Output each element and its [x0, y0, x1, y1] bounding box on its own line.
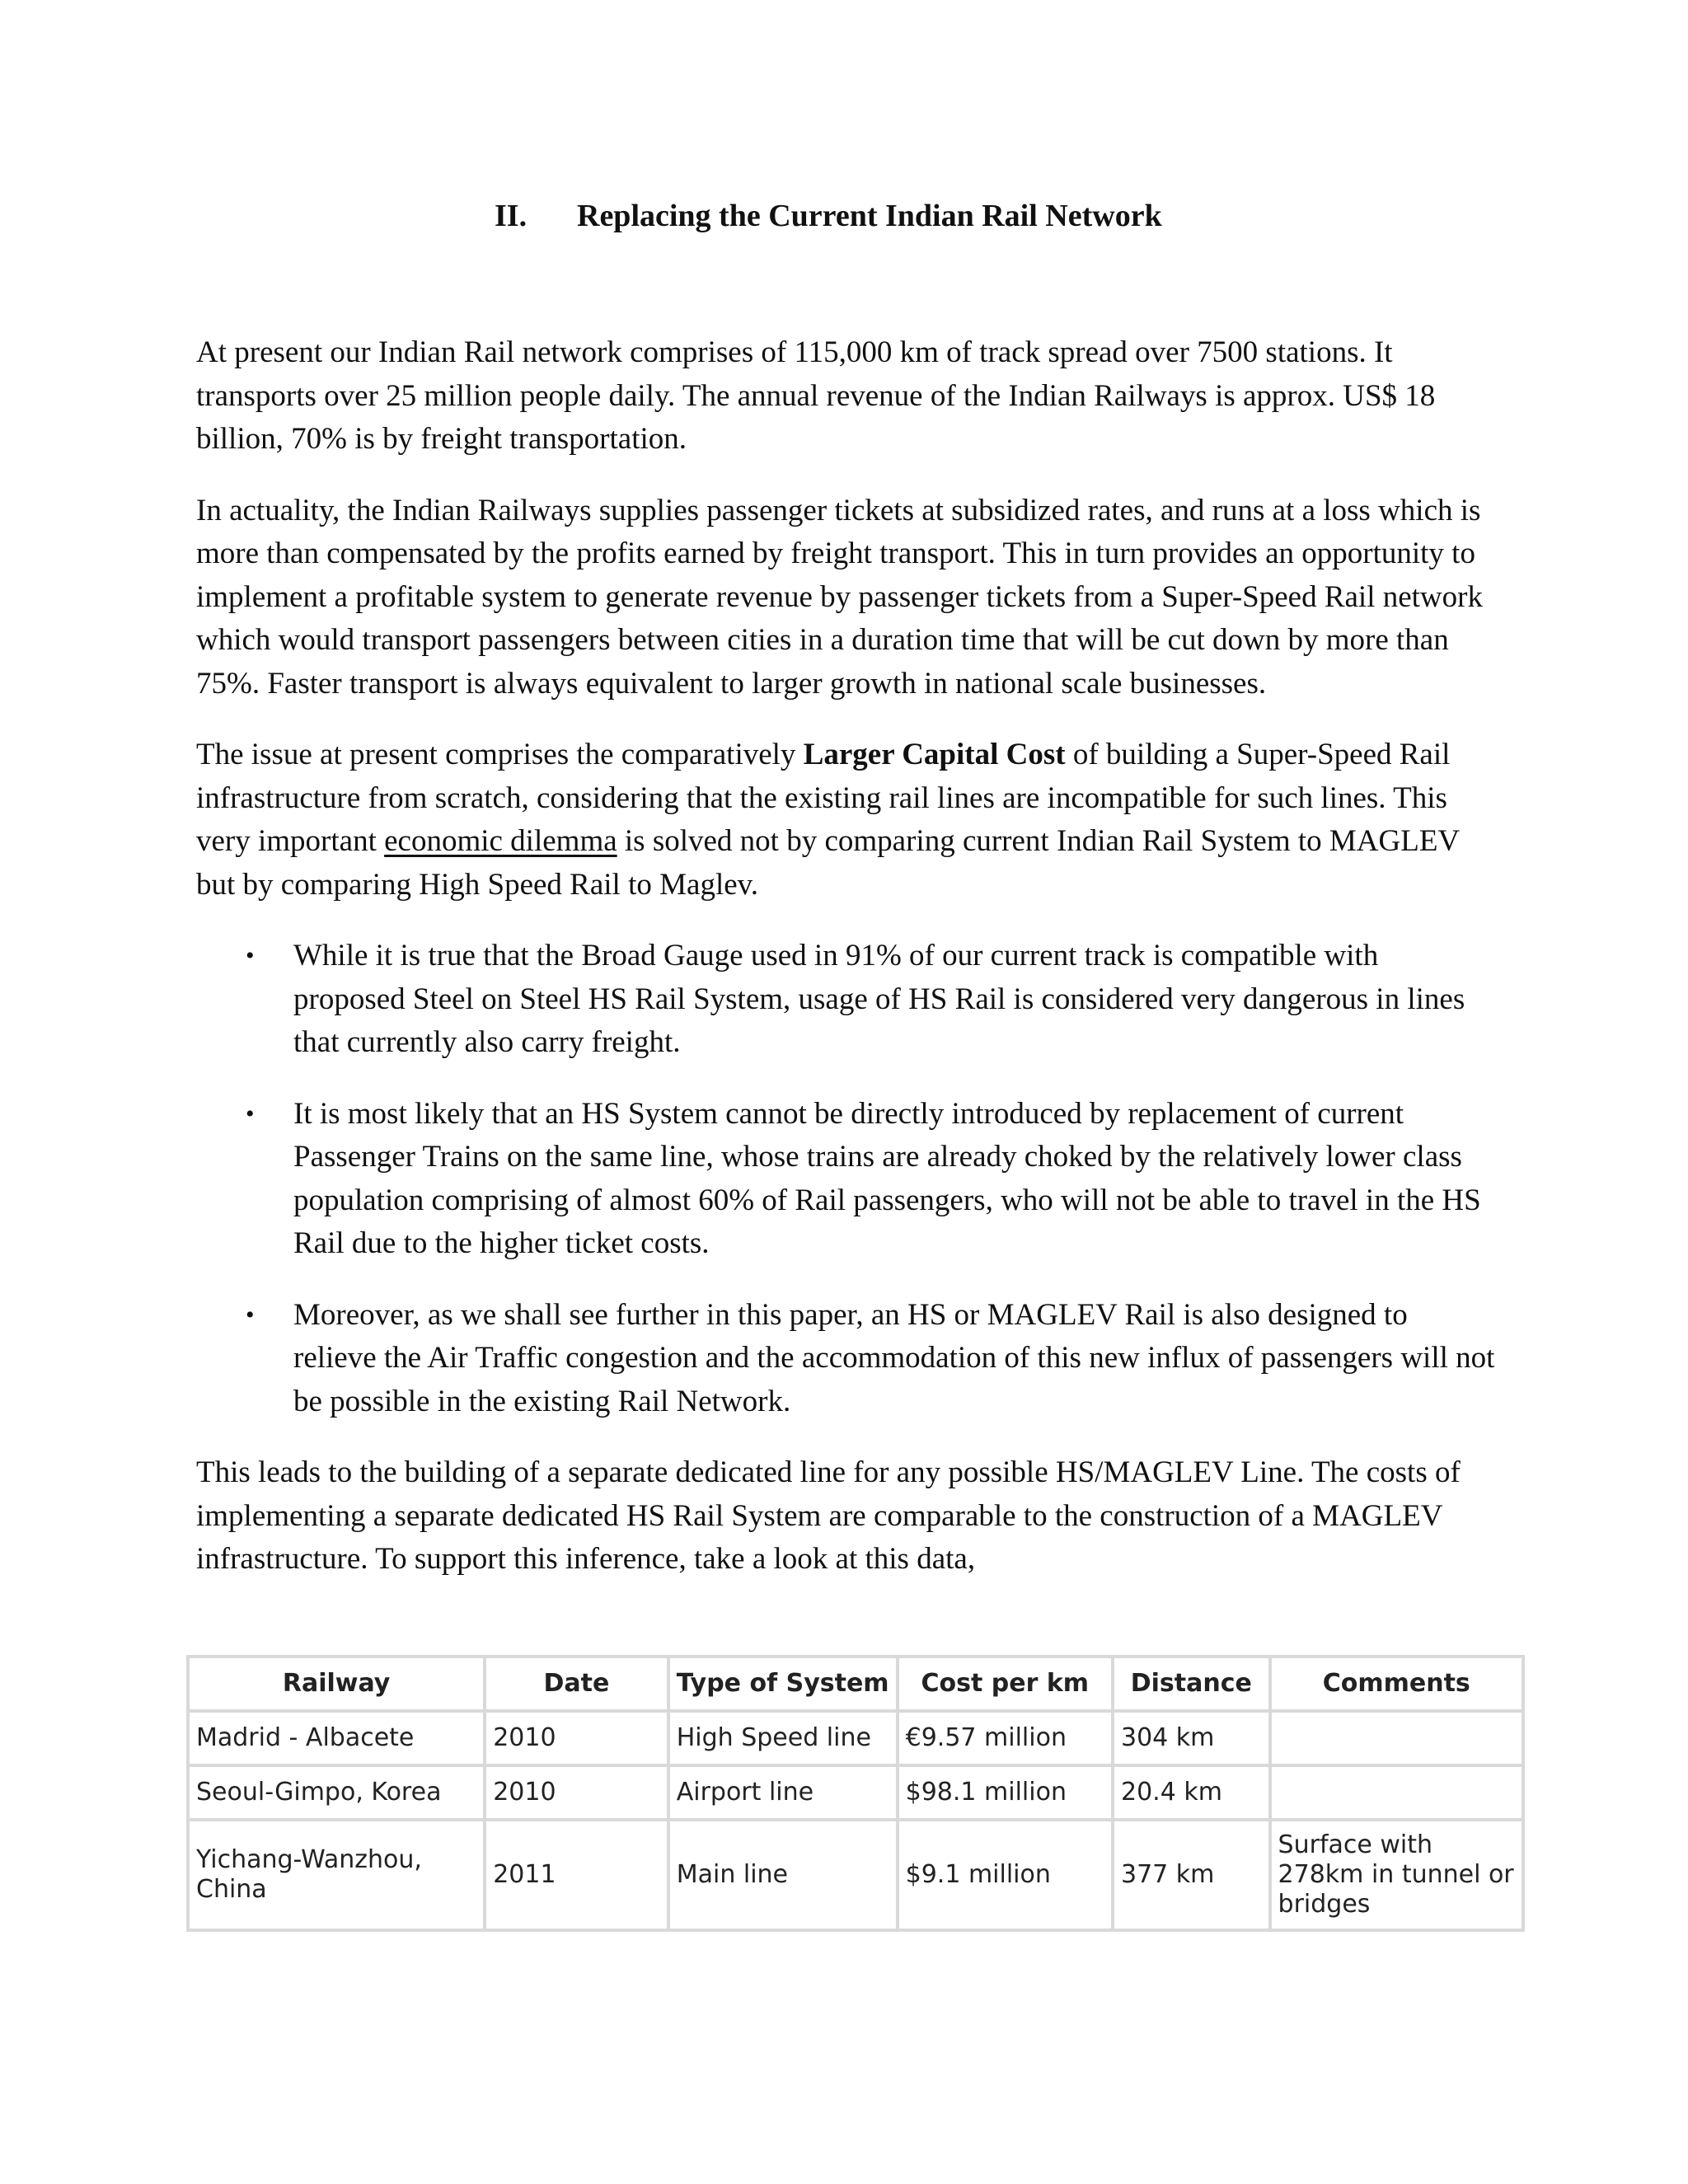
- cell-railway: Madrid - Albacete: [188, 1711, 485, 1765]
- cell-date: 2011: [485, 1820, 668, 1930]
- rail-cost-table: [186, 1655, 1525, 1932]
- table-header-row: [188, 1657, 1523, 1711]
- cell-distance: 20.4 km: [1113, 1765, 1270, 1820]
- cell-type: Airport line: [668, 1765, 898, 1820]
- header-distance: Distance: [1113, 1657, 1270, 1711]
- cell-distance: 304 km: [1113, 1711, 1270, 1765]
- section-title: Replacing the Current Indian Rail Network: [577, 199, 1162, 233]
- bullet-dot-icon: •: [246, 942, 255, 969]
- capital-cost-text-1: The issue at present comprises the comparatively: [196, 738, 804, 771]
- bullet-text: It is most likely that an HS System cannot be directly introduced by replacement of current Passenger Trains on the same line, whose trains are already choked by the relatively lower class population comprising of almost 60% of Rail passengers, who will not be able to travel in the HS Rail due to the higher ticket costs.: [293, 1096, 1481, 1260]
- paragraph-subsidized-tickets: In actuality, the Indian Railways supplies passenger tickets at subsidized rates, and runs at a loss which is more than compensated by the profits earned by freight transport. This in turn provides an opportunity to implement a profitable system to generate revenue by passenger tickets from a Super-Speed Rail network which would transport passengers between cities in a duration time that will be cut down by more than 75%. Faster transport is always equivalent to larger growth in national scale businesses.: [196, 493, 1483, 701]
- cell-distance: 377 km: [1113, 1820, 1270, 1930]
- cell-comments: Surface with 278km in tunnel or bridges: [1270, 1820, 1523, 1930]
- bullet-text: Moreover, as we shall see further in this paper, an HS or MAGLEV Rail is also designed to relieve the Air Traffic congestion and the accommodation of this new influx of passengers will not be possible in the existing Rail Network.: [293, 1297, 1495, 1418]
- table-row: [188, 1765, 1523, 1820]
- bullet-text: While it is true that the Broad Gauge used in 91% of our current track is compatible with proposed Steel on Steel HS Rail System, usage of HS Rail is considered very dangerous in lines that currently also carry freight.: [293, 939, 1465, 1059]
- header-type-of-system: Type of System: [668, 1657, 898, 1711]
- cell-cost: €9.57 million: [898, 1711, 1113, 1765]
- cell-comments: [1270, 1765, 1523, 1820]
- capital-cost-text-3: is solved not by comparing current Indian Rail System to MAGLEV but by comparing High Speed Rail to Maglev.: [196, 824, 1460, 902]
- section-heading: [495, 198, 1162, 234]
- table-row: [188, 1711, 1523, 1765]
- bullet-dot-icon: •: [246, 1301, 255, 1329]
- table-row: [188, 1820, 1523, 1930]
- economic-dilemma-underline: economic dilemma: [384, 824, 617, 858]
- cell-date: 2010: [485, 1711, 668, 1765]
- header-date: Date: [485, 1657, 668, 1711]
- bullet-item: [196, 1093, 1497, 1266]
- header-cost-per-km: Cost per km: [898, 1657, 1113, 1711]
- cell-cost: $98.1 million: [898, 1765, 1113, 1820]
- paragraph-dedicated-line: This leads to the building of a separate dedicated line for any possible HS/MAGLEV Line. The costs of implementing a separate dedicated HS Rail System are comparable to the construction of a MAGLEV infrastructure. To support this inference, take a look at this data,: [196, 1455, 1461, 1576]
- cell-type: Main line: [668, 1820, 898, 1930]
- bullet-dot-icon: •: [246, 1099, 255, 1127]
- cell-railway: Yichang-Wanzhou, China: [188, 1820, 485, 1930]
- section-number: II.: [495, 199, 528, 233]
- paragraph-network-overview: At present our Indian Rail network comprises of 115,000 km of track spread over 7500 stations. It transports over 25 million people daily. The annual revenue of the Indian Railways is approx. US$ 18 billion, 70% is by freight transportation.: [196, 335, 1436, 456]
- header-comments: Comments: [1270, 1657, 1523, 1711]
- paragraph-capital-cost: [196, 733, 1498, 907]
- cell-cost: $9.1 million: [898, 1820, 1113, 1930]
- cell-comments: [1270, 1711, 1523, 1765]
- cell-date: 2010: [485, 1765, 668, 1820]
- bullet-item: [196, 935, 1497, 1065]
- capital-cost-bold: Larger Capital Cost: [803, 738, 1066, 771]
- cell-type: High Speed line: [668, 1711, 898, 1765]
- bullet-list: [196, 935, 1498, 1423]
- bullet-item: [196, 1294, 1497, 1424]
- header-railway: Railway: [188, 1657, 485, 1711]
- capital-cost-text-2: of building a Super-Speed Rail infrastructure from scratch, considering that the existing rail lines are incompatible for such lines. This very important: [196, 738, 1451, 858]
- cell-railway: Seoul-Gimpo, Korea: [188, 1765, 485, 1820]
- body-text: [196, 331, 1498, 1610]
